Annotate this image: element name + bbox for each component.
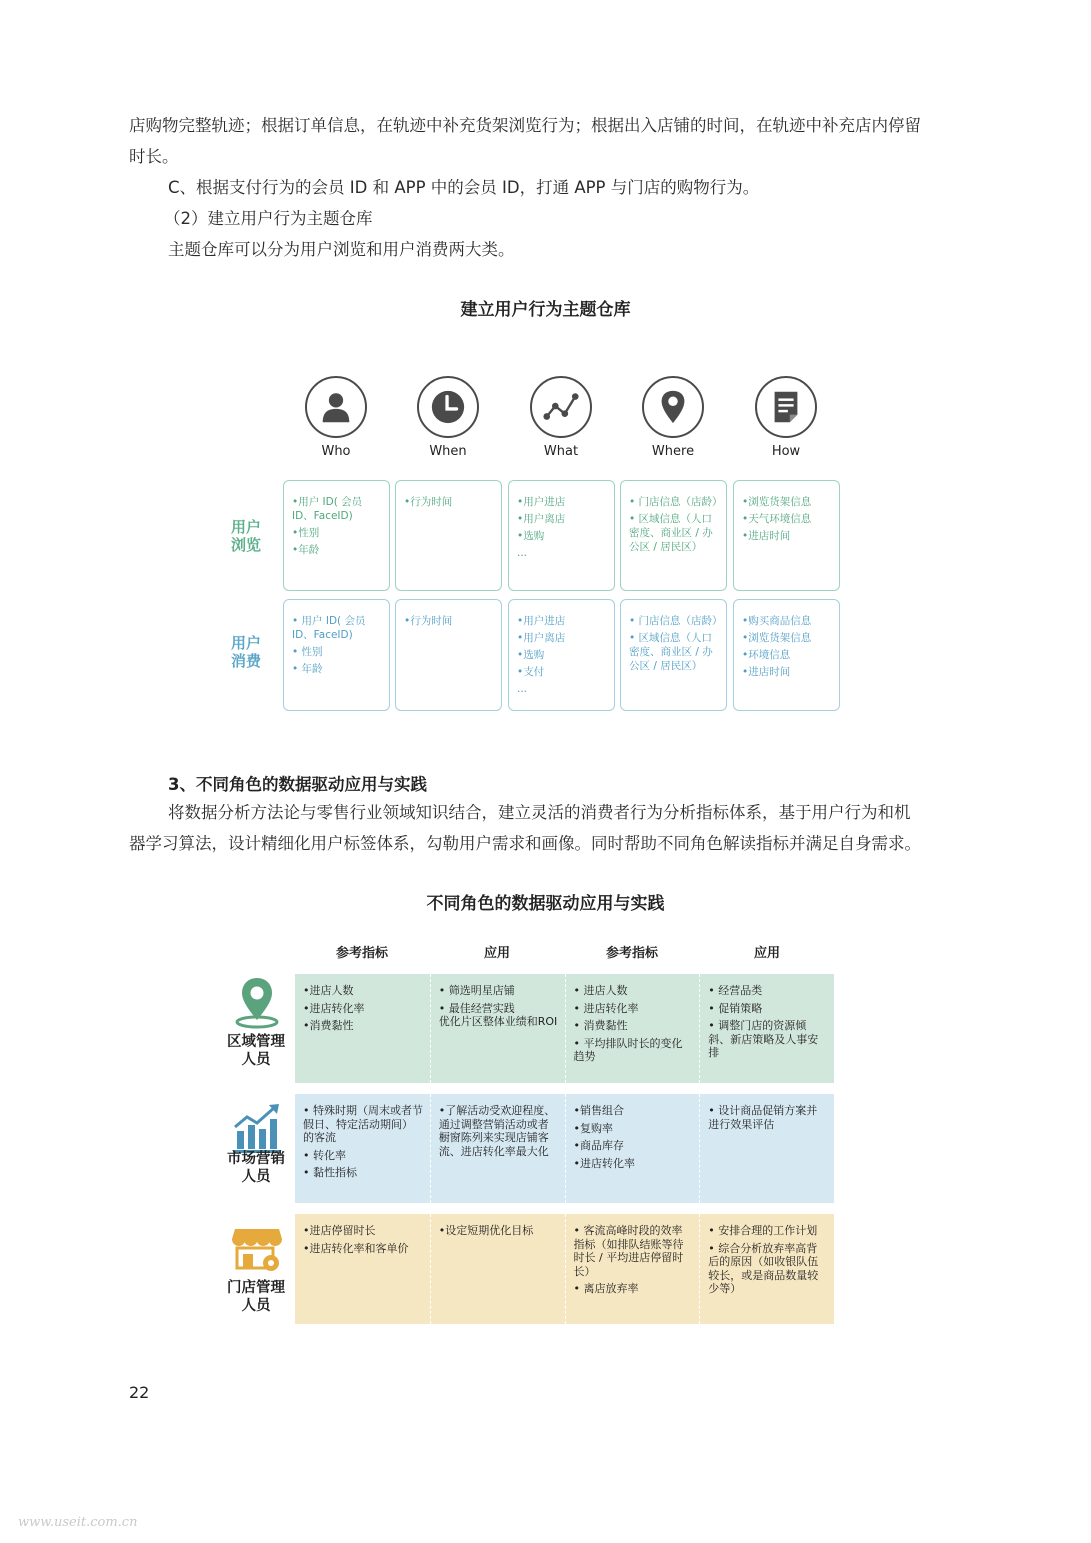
fig2-cell (565, 974, 700, 1083)
fig1-cell-item: •年龄 (292, 544, 320, 556)
location-pin-icon (654, 388, 692, 426)
fig1-cell-item: •购买商品信息 (742, 615, 812, 627)
row-label-consume (226, 634, 266, 670)
fig2-cell-item: • 调整门店的资源倾斜、新店策略及人事安排 (708, 1019, 819, 1059)
who-circle (305, 376, 367, 438)
fig1-cell-item: • 区域信息（人口密度、商业区 / 办公区 / 居民区） (629, 632, 713, 672)
fig1-cell-item: • 用户 ID( 会员 ID、FaceID) (292, 615, 366, 641)
fig2-cell-list (708, 984, 828, 1060)
fig2-cell-item: •设定短期优化目标 (438, 1224, 534, 1237)
fig1-cell-list (404, 495, 495, 509)
row-label-browse-text: 用户 浏览 (230, 518, 261, 554)
intro-line-5: 主题仓库可以分为用户浏览和用户消费两大类。 (168, 240, 515, 259)
fig1-cell-list (404, 614, 495, 628)
fig2-cell (430, 974, 565, 1083)
fig1-cell-item: ... (517, 547, 528, 559)
person-icon (317, 388, 355, 426)
document-icon (767, 388, 805, 426)
fig1-cell (283, 599, 390, 711)
when-circle (417, 376, 479, 438)
fig2-cell-item: • 转化率 (303, 1148, 346, 1162)
role-name-district (211, 1033, 301, 1069)
fig1-cell-item: •选购 (517, 530, 545, 542)
fig2-cell-list (439, 1104, 559, 1158)
what-circle (530, 376, 592, 438)
growth-chart-icon (229, 1101, 285, 1157)
fig2-band (295, 974, 834, 1083)
fig2-cell (699, 1094, 834, 1203)
fig2-cell-item: • 进店人数 (573, 984, 628, 997)
fig1-cell-item: •浏览货架信息 (742, 496, 812, 508)
fig1-cell-list (742, 495, 833, 543)
fig2-cell-item: • 综合分析放弃率高背后的原因（如收银队伍较长，或是商品数量较少等） (708, 1241, 819, 1295)
role-name-store-text: 门店管理 人员 (227, 1280, 285, 1314)
fig2-cell-list (303, 984, 424, 1033)
fig2-cell-item: •了解活动受欢迎程度、通过调整营销活动或者橱窗陈列来实现店铺客流、进店转化率最大化 (438, 1104, 556, 1158)
fig2-band (295, 1214, 834, 1324)
fig2-cell (295, 974, 430, 1083)
fig1-cell-item: •进店时间 (742, 666, 791, 678)
fig2-cell-item: • 筛选明星店铺 (438, 984, 515, 997)
fig2-cell-item: • 进店转化率 (573, 1001, 639, 1015)
fig2-cell-item: • 设计商品促销方案并进行效果评估 (708, 1104, 818, 1131)
figure1-title: 建立用户行为主题仓库 (460, 300, 631, 320)
fig1-cell-list (517, 614, 608, 696)
fig1-cell-item: •浏览货架信息 (742, 632, 812, 644)
fig1-cell (620, 480, 727, 591)
how-circle (755, 376, 817, 438)
fig1-cell-item: •选购 (517, 649, 545, 661)
fig2-cell-item: •进店转化率 (303, 1001, 365, 1015)
intro-line-1: 店购物完整轨迹；根据订单信息，在轨迹中补充货架浏览行为；根据出入店铺的时间，在轨迹中补充店内停留 (129, 116, 921, 135)
fig2-cell-list (574, 1224, 694, 1296)
fig1-cell (733, 599, 840, 711)
fig1-cell-item: •行为时间 (404, 496, 453, 508)
fig1-cell (283, 480, 390, 591)
fig1-cell-item: • 性别 (292, 646, 323, 658)
fig2-cell-item: • 促销策略 (708, 1001, 763, 1015)
fig1-cell-item: •进店时间 (742, 530, 791, 542)
fig1-cell-item: • 年龄 (292, 663, 323, 675)
fig2-cell (430, 1094, 565, 1203)
col-head-4: 应用 (753, 946, 780, 961)
section3-heading: 3、不同角色的数据驱动应用与实践 (168, 775, 427, 794)
clock-icon (429, 388, 467, 426)
fig2-cell-item: •进店停留时长 (303, 1224, 376, 1237)
fig1-cell-item: •用户进店 (517, 496, 566, 508)
fig2-cell (565, 1214, 700, 1324)
fig2-cell-item: •进店转化率和客单价 (303, 1241, 409, 1255)
location-pin-icon (229, 974, 285, 1030)
row-label-browse (226, 518, 266, 554)
trend-icon (542, 388, 580, 426)
fig2-cell (565, 1094, 700, 1203)
fig2-cell (295, 1094, 430, 1203)
fig2-cell-item: • 消费黏性 (573, 1019, 628, 1032)
fig1-cell (395, 480, 502, 591)
fig2-cell-list (303, 1104, 424, 1180)
role-name-store (211, 1279, 301, 1315)
fig1-cell-list (517, 495, 608, 560)
fig1-cell-list (292, 614, 383, 676)
fig2-cell-item: • 最佳经营实践 优化片区整体业绩和ROI (438, 1001, 558, 1028)
fig2-cell-list (574, 1104, 694, 1170)
row-label-consume-text: 用户 消费 (230, 634, 261, 670)
col-head-3: 参考指标 (605, 946, 658, 961)
fig1-cell-item: • 门店信息（店龄） (629, 496, 723, 508)
fig2-cell-item: • 经营品类 (708, 984, 763, 997)
fig1-cell-item: •天气环境信息 (742, 513, 812, 525)
fig1-cell-list (629, 495, 723, 554)
fig1-cell-list (742, 614, 833, 679)
fig1-cell-item: •环境信息 (742, 649, 791, 661)
fig2-cell-list (303, 1224, 424, 1255)
fig1-cell-item: •用户离店 (517, 513, 566, 525)
fig2-cell-item: •消费黏性 (303, 1019, 354, 1032)
fig2-cell-item: •销售组合 (573, 1104, 624, 1117)
fig1-cell-list (629, 614, 723, 673)
fig2-cell-item: • 安排合理的工作计划 (708, 1224, 818, 1237)
fig2-cell (430, 1214, 565, 1324)
subsection-heading: （2）建立用户行为主题仓库 (164, 209, 373, 228)
section3-para-1: 将数据分析方法论与零售行业领域知识结合，建立灵活的消费者行为分析指标体系，基于用户行为和机 (168, 803, 911, 822)
icon-label-what: What (543, 444, 579, 459)
fig1-cell (508, 480, 615, 591)
fig1-cell-item: ... (517, 683, 528, 695)
fig1-cell-list (292, 495, 383, 557)
fig2-cell-list (439, 984, 559, 1029)
intro-line-3: C、根据支付行为的会员 ID 和 APP 中的会员 ID，打通 APP 与门店的购物行为。 (168, 178, 760, 197)
fig2-cell-item: •进店转化率 (573, 1156, 635, 1170)
watermark: www.useit.com.cn (18, 1515, 138, 1530)
fig2-cell-item: •商品库存 (573, 1139, 624, 1152)
fig2-cell-item: • 黏性指标 (303, 1166, 357, 1179)
role-name-district-text: 区域管理 人员 (227, 1034, 285, 1068)
figure2-title: 不同角色的数据驱动应用与实践 (426, 894, 665, 914)
intro-line-2: 时长。 (129, 147, 179, 166)
role-name-marketing (211, 1150, 301, 1186)
fig2-cell-list (708, 1104, 828, 1131)
fig1-cell-item: •用户 ID( 会员 ID、FaceID) (292, 496, 363, 522)
icon-label-who: Who (321, 444, 351, 459)
fig2-cell-item: • 客流高峰时段的效率指标（如排队结账等待时长 / 平均进店停留时长） (573, 1224, 684, 1278)
fig1-cell-item: •用户进店 (517, 615, 566, 627)
section3-para-2: 器学习算法，设计精细化用户标签体系，勾勒用户需求和画像。同时帮助不同角色解读指标并满足自身需求。 (129, 834, 921, 853)
page-number: 22 (129, 1383, 150, 1402)
fig2-cell (699, 1214, 834, 1324)
fig1-cell-item: • 区域信息（人口密度、商业区 / 办公区 / 居民区） (629, 513, 713, 553)
fig1-cell (395, 599, 502, 711)
where-circle (642, 376, 704, 438)
fig1-cell-item: • 门店信息（店龄） (629, 615, 723, 627)
fig1-cell (733, 480, 840, 591)
fig2-cell-item: •复购率 (573, 1121, 613, 1135)
col-head-1: 参考指标 (335, 946, 388, 961)
fig2-cell-item: • 平均排队时长的变化趋势 (573, 1036, 683, 1063)
icon-label-when: When (429, 444, 467, 459)
fig1-cell-item: •用户离店 (517, 632, 566, 644)
fig2-cell-list (708, 1224, 828, 1296)
fig1-cell (508, 599, 615, 711)
fig2-cell-list (574, 984, 694, 1064)
col-head-2: 应用 (483, 946, 510, 961)
fig2-cell (699, 974, 834, 1083)
icon-label-how: How (771, 444, 801, 459)
store-gear-icon (229, 1221, 285, 1277)
role-name-marketing-text: 市场营销 人员 (227, 1151, 285, 1185)
fig2-cell (295, 1214, 430, 1324)
fig2-cell-item: • 离店放弃率 (573, 1282, 639, 1295)
fig1-cell-item: •性别 (292, 527, 320, 539)
fig2-cell-list (439, 1224, 559, 1238)
fig1-cell-item: •支付 (517, 666, 545, 678)
fig2-band (295, 1094, 834, 1203)
fig2-cell-item: • 特殊时期（周末或者节假日、特定活动期间）的客流 (303, 1104, 423, 1144)
fig1-cell-item: •行为时间 (404, 615, 453, 627)
icon-label-where: Where (651, 444, 695, 459)
fig1-cell (620, 599, 727, 711)
fig2-cell-item: •进店人数 (303, 984, 354, 997)
